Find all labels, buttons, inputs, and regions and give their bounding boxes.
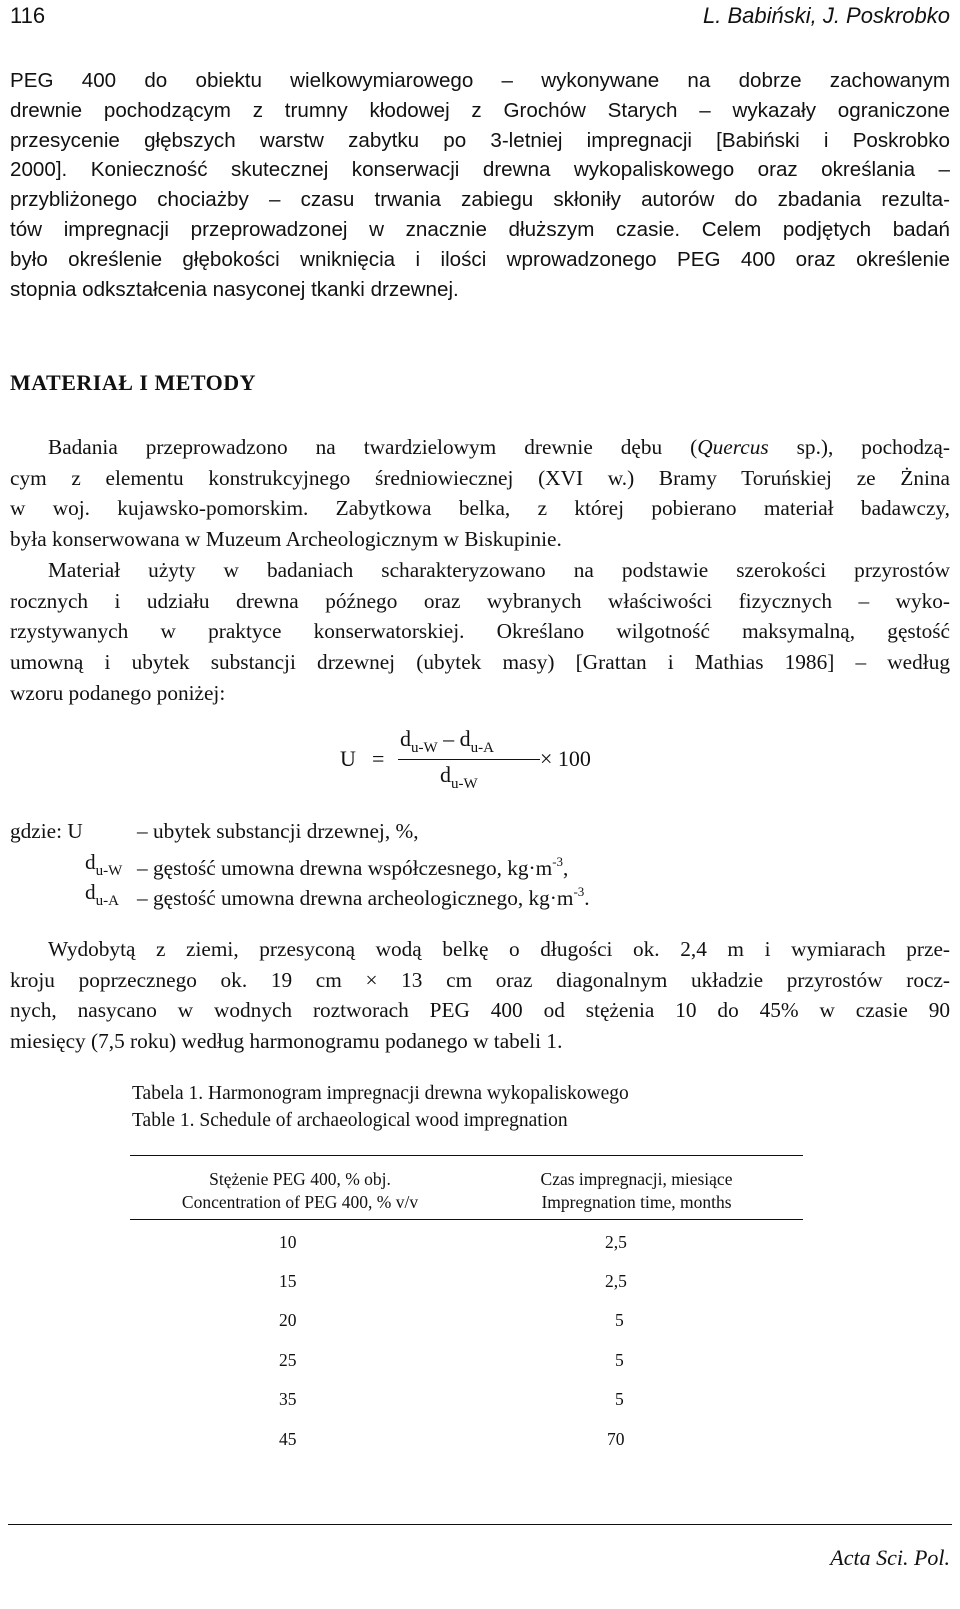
text-line: w woj. kujawsko-pomorskim. Zabytkowa belka, z której pobierano materiał badawczy,	[10, 496, 950, 521]
table-cell-concentration: 15	[279, 1271, 297, 1291]
table-cell-time: 5	[615, 1310, 624, 1330]
definition-punct: ,	[563, 855, 569, 880]
table-cell-concentration: 20	[279, 1310, 297, 1330]
footer-rule	[8, 1524, 952, 1525]
table-cell-time: 2,5	[605, 1271, 627, 1291]
text-line: była konserwowana w Muzeum Archeologicznym w Biskupinie.	[10, 527, 562, 552]
text-line: 2000]. Konieczność skutecznej konserwacji drewna wykopaliskowego oraz określania –	[10, 158, 950, 182]
text-line	[10, 432, 950, 463]
definition-text	[137, 816, 419, 847]
column-header-en: Concentration of PEG 400, % v/v	[181, 1192, 419, 1212]
column-header-en: Impregnation time, months	[541, 1192, 732, 1212]
definition-exponent: -3	[573, 884, 585, 899]
text-line: kroju poprzecznego ok. 19 cm × 13 cm oraz diagonalnym układzie przyrostów rocz-	[10, 967, 950, 992]
definition-text	[137, 877, 590, 914]
table-caption-pl: Tabela 1. Harmonogram impregnacji drewna wykopaliskowego	[132, 1083, 629, 1104]
definition-dash: –	[137, 819, 148, 843]
text-line: rocznych i udziału drewna późnego oraz wybranych właściwości fizycznych – wyko-	[10, 588, 950, 613]
impregnation-paragraph	[10, 934, 950, 1057]
definition-symbol: d	[85, 849, 96, 874]
table-cell-time: 5	[615, 1350, 624, 1370]
formula-times: ×	[540, 746, 553, 771]
table-top-rule	[130, 1155, 803, 1156]
species-name: Quercus	[697, 435, 769, 459]
table-cell-time: 70	[607, 1429, 625, 1449]
definition-body: ubytek substancji drzewnej, %,	[152, 819, 419, 843]
definition-label	[85, 877, 119, 917]
formula-subscript: u-W	[451, 776, 478, 792]
text-line: przybliżonego chociażby – czasu trwania zabiegu skłoniły autorów do zbadania rezulta-	[10, 188, 950, 212]
table-cell-concentration: 10	[279, 1232, 297, 1252]
table-cell-concentration: 45	[279, 1429, 297, 1449]
text-line: nych, nasycano w wodnych roztworach PEG 400 od stężenia 10 do 45% w czasie 90	[10, 998, 950, 1023]
formula-subscript: u-W	[411, 740, 438, 756]
fraction-bar	[398, 759, 540, 760]
formula-symbol: d	[440, 762, 451, 787]
table-header-rule	[130, 1219, 803, 1220]
materials-paragraph-1	[10, 432, 950, 555]
definition-dash: –	[137, 855, 148, 880]
column-header-pl: Czas impregnacji, miesiące	[540, 1169, 733, 1189]
column-header-pl: Stężenie PEG 400, % obj.	[209, 1169, 391, 1189]
formula-symbol: d	[459, 726, 471, 751]
formula-subscript: u-A	[470, 740, 494, 756]
formula-denominator	[440, 762, 478, 793]
formula-constant: 100	[557, 746, 591, 771]
mass-loss-formula	[340, 726, 600, 806]
text-line: drewnie pochodzącym z trumny kłodowej z Grochów Starych – wykazały ograniczone	[10, 98, 950, 122]
text-segment: Badania przeprowadzono na twardzielowym drewnie dębu (	[48, 435, 698, 459]
journal-footer: Acta Sci. Pol.	[830, 1545, 950, 1570]
formula-equals: =	[372, 746, 385, 771]
definition-punct: .	[584, 886, 590, 910]
formula-multiplier	[540, 746, 591, 772]
text-line: PEG 400 do obiektu wielkowymiarowego – wykonywane na dobrze zachowanym	[10, 69, 950, 92]
text-line: stopnia odkształcenia nasyconej tkanki drzewnej.	[10, 277, 459, 301]
table-cell-time: 2,5	[605, 1232, 627, 1252]
column-header-concentration	[130, 1168, 470, 1214]
column-header-time	[470, 1168, 803, 1214]
text-line: cym z elementu konstrukcyjnego średniowiecznej (XVI w.) Bramy Toruńskiej ze Żnina	[10, 465, 950, 490]
formula-minus: –	[443, 726, 455, 751]
text-segment: sp.), pochodzą-	[768, 435, 950, 459]
definition-label	[10, 816, 83, 847]
formula-numerator	[400, 726, 494, 757]
definition-subscript: u-W	[95, 862, 123, 879]
table-caption-en: Table 1. Schedule of archaeological wood impregnation	[132, 1110, 568, 1131]
text-line: tów impregnacji przeprowadzonej w znacznie dłuższym czasie. Celem podjętych badań	[10, 217, 950, 241]
materials-paragraph-2	[10, 555, 950, 709]
definition-exponent: -3	[552, 853, 564, 869]
definition-symbol: U	[67, 819, 83, 843]
definition-body: gęstość umowna drewna współczesnego, kg·m	[152, 855, 553, 880]
text-line: wzoru podanego poniżej:	[10, 680, 226, 705]
text-line: umowną i ubytek substancji drzewnej (ubytek masy) [Grattan i Mathias 1986] – według	[10, 650, 950, 675]
definition-symbol: d	[85, 880, 96, 904]
table-cell-time: 5	[615, 1389, 624, 1409]
table-cell-concentration: 25	[279, 1350, 297, 1370]
text-line: rzystywanych w praktyce konserwatorskiej. Określano wilgotność maksymalną, gęstość	[10, 619, 950, 644]
formula-symbol: d	[400, 726, 411, 751]
table-cell-concentration: 35	[279, 1389, 297, 1409]
text-line: Materiał użyty w badaniach scharakteryzowano na podstawie szerokości przyrostów	[48, 558, 950, 582]
formula-lhs: U	[340, 746, 356, 771]
text-line: Wydobytą z ziemi, przesyconą wodą belkę o długości ok. 2,4 m i wymiarach prze-	[48, 937, 950, 961]
definition-prefix: gdzie:	[10, 819, 63, 843]
running-header-authors: L. Babiński, J. Poskrobko	[702, 3, 950, 28]
text-line: miesięcy (7,5 roku) według harmonogramu podanego w tabeli 1.	[10, 1029, 563, 1054]
text-line: przesycenie głębszych warstw zabytku po 3-letniej impregnacji [Babiński i Poskrobko	[10, 128, 950, 152]
definition-body: gęstość umowna drewna archeologicznego, kg·m	[152, 886, 574, 910]
page-number: 116	[10, 3, 46, 28]
intro-paragraph	[10, 66, 950, 304]
text-line: było określenie głębokości wniknięcia i ilości wprowadzonego PEG 400 oraz określenie	[10, 247, 950, 271]
section-heading: MATERIAŁ I METODY	[10, 370, 257, 395]
definition-dash: –	[137, 886, 148, 910]
definition-subscript: u-A	[95, 893, 119, 909]
